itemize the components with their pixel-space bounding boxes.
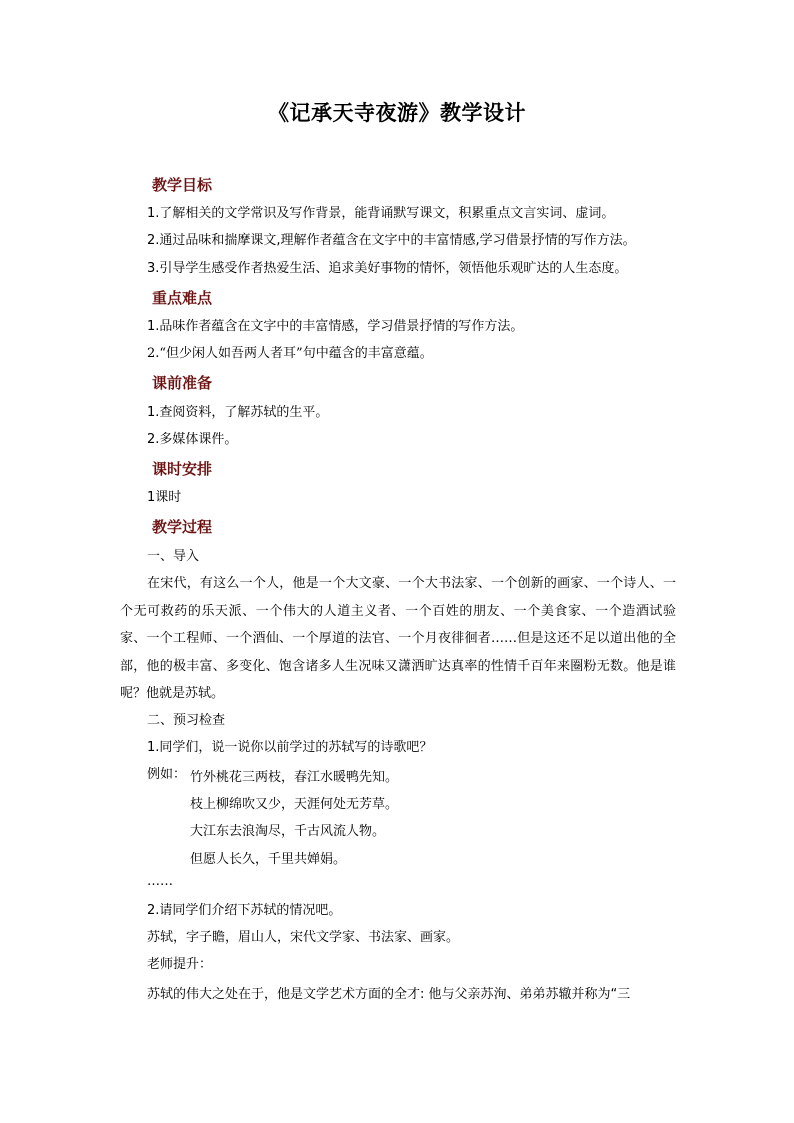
prep-item: 2.多媒体课件。 (147, 432, 238, 447)
poem-line: 枝上柳绵吹又少，天涯何处无芳草。 (190, 797, 399, 812)
goal-item: 2.通过品味和揣摩课文,理解作者蕴含在文字中的丰富情感,学习借景抒情的写作方法。 (147, 233, 636, 248)
example-label: 例如： (147, 767, 187, 782)
document-title: 《记承天寺夜游》教学设计 (268, 100, 526, 125)
su-shi-intro: 苏轼，字子瞻，眉山人，宋代文学家、书法家、画家。 (147, 930, 460, 945)
su-shi-greatness: 苏轼的伟大之处在于，他是文学艺术方面的全才: 他与父亲苏洵、弟弟苏辙并称为“三 (147, 987, 631, 1002)
goal-item: 1.了解相关的文学常识及写作背景，能背诵默写课文，积累重点文言实词、虚词。 (147, 206, 615, 221)
section-heading-key-points: 重点难点 (152, 289, 213, 307)
poem-line: 竹外桃花三两枝，春江水暖鸭先知。 (190, 770, 399, 785)
section-heading-goals: 教学目标 (152, 176, 213, 194)
poem-line: 大江东去浪淘尽，千古风流人物。 (190, 824, 386, 839)
process-intro-text: 在宋代，有这么一个人，他是一个大文豪、一个大书法家、一个创新的画家、一个诗人、一个无可救药的乐天派、一个伟大的人道主义者、一个百姓的朋友、一个美食家、一个造酒试验家、一个工程师、一个酒仙、一个厚道的法官、一个月夜徘徊者……但是这还不足以道出他的全部，他的极丰富、多变化、饱含诸多人生况味又潇洒旷达真率的性情千百年来圈粉无数。他是谁呢？他就是苏轼。 (120, 576, 676, 701)
process-preview-label: 二、预习检查 (147, 713, 226, 728)
section-heading-process: 教学过程 (152, 518, 213, 536)
prep-item: 1.查阅资料，了解苏轼的生平。 (147, 405, 329, 420)
poem-line: 但愿人长久，千里共婵娟。 (190, 852, 347, 867)
section-heading-prep: 课前准备 (152, 374, 213, 392)
schedule-item: 1课时 (147, 490, 182, 505)
teacher-label: 老师提升： (147, 957, 213, 972)
section-heading-schedule: 课时安排 (152, 460, 213, 478)
process-intro-label: 一、导入 (147, 549, 200, 564)
preview-question-2: 2.请同学们介绍下苏轼的情况吧。 (147, 903, 342, 918)
ellipsis: …… (147, 874, 173, 889)
key-point-item: 1.品味作者蕴含在文字中的丰富情感，学习借景抒情的写作方法。 (147, 319, 524, 334)
preview-question-1: 1.同学们，说一说你以前学过的苏轼写的诗歌吧？ (147, 740, 433, 755)
goal-item: 3.引导学生感受作者热爱生活、追求美好事物的情怀，领悟他乐观旷达的人生态度。 (147, 261, 628, 276)
key-point-item: 2.“但少闲人如吾两人者耳”句中蕴含的丰富意蕴。 (147, 346, 433, 361)
